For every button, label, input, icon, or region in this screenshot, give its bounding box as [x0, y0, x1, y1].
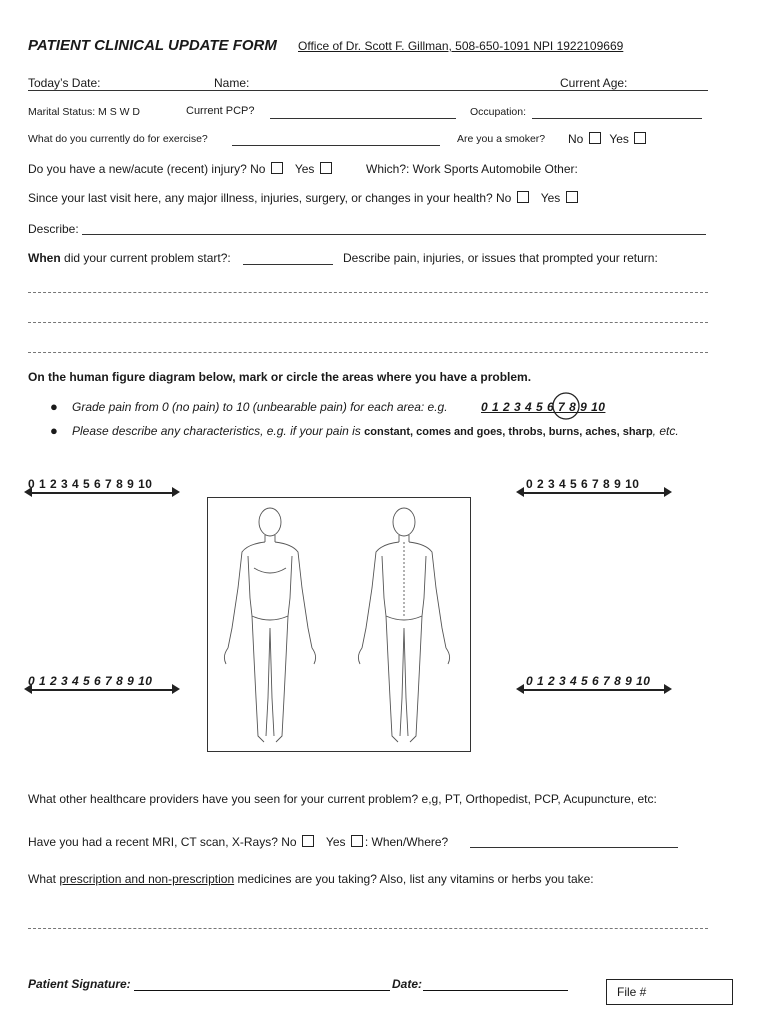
- injury-question: Do you have a new/acute (recent) injury? No Yes: [28, 162, 334, 176]
- characteristics-instruction: Please describe any characteristics, e.g. if your pain is constant, comes and goes, throbs, burns, aches, sharp, etc.: [72, 424, 679, 438]
- scale-arrow-bottom-left: [32, 689, 172, 691]
- mri-yes-checkbox[interactable]: [351, 835, 363, 847]
- answer-line-1[interactable]: [28, 292, 708, 293]
- pain-scale-top-left[interactable]: 0 1 2 3 4 5 6 7 8 9 10: [28, 477, 153, 491]
- describe-label: Describe:: [28, 222, 79, 236]
- injury-which: Which?: Work Sports Automobile Other:: [366, 162, 578, 176]
- current-age-label: Current Age:: [560, 76, 628, 90]
- exercise-label: What do you currently do for exercise?: [28, 133, 208, 145]
- other-providers-question: What other healthcare providers have you seen for your current problem? e,g, PT, Orthopedist, PCP, Acupuncture, etc:: [28, 792, 657, 806]
- marital-status-label: Marital Status: M S W D: [28, 106, 141, 118]
- signature-field[interactable]: [134, 990, 390, 991]
- smoker-label: Are you a smoker?: [457, 133, 546, 145]
- mri-when-field[interactable]: [470, 847, 678, 848]
- answer-line-3[interactable]: [28, 352, 708, 353]
- name-label: Name:: [214, 76, 250, 90]
- bullet-dot-1: ●: [50, 399, 58, 414]
- example-circle-icon: [551, 391, 581, 421]
- row1-underline[interactable]: [28, 90, 708, 91]
- injury-yes-checkbox[interactable]: [320, 162, 332, 174]
- pcp-field[interactable]: [270, 118, 456, 119]
- mri-no-checkbox[interactable]: [302, 835, 314, 847]
- bullet-dot-2: ●: [50, 423, 58, 438]
- scale-arrow-bottom-right: [524, 689, 664, 691]
- figure-instructions: On the human figure diagram below, mark or circle the areas where you have a problem.: [28, 370, 532, 384]
- file-number-box[interactable]: [606, 979, 733, 1005]
- since-no-checkbox[interactable]: [517, 191, 529, 203]
- injury-no-checkbox[interactable]: [271, 162, 283, 174]
- smoker-no: No Yes: [568, 132, 648, 146]
- footer-date-field[interactable]: [423, 990, 568, 991]
- pain-scale-top-right[interactable]: 0 2 3 4 5 6 7 8 9 10: [526, 477, 640, 491]
- current-pcp-label: Current PCP?: [186, 105, 255, 117]
- office-info: Office of Dr. Scott F. Gillman, 508-650-1091 NPI 1922109669: [298, 39, 624, 53]
- occupation-field[interactable]: [532, 118, 702, 119]
- medicines-field[interactable]: [28, 928, 708, 929]
- since-last-visit: Since your last visit here, any major illness, injuries, surgery, or changes in your health? No Yes: [28, 191, 580, 205]
- smoker-no-checkbox[interactable]: [589, 132, 601, 144]
- when-field[interactable]: [243, 264, 333, 265]
- signature-label: Patient Signature:: [28, 977, 131, 991]
- grade-instruction: Grade pain from 0 (no pain) to 10 (unbearable pain) for each area: e.g.: [72, 400, 448, 414]
- exercise-field[interactable]: [232, 145, 440, 146]
- when-started: When did your current problem start?:: [28, 251, 231, 265]
- file-number-label: File #: [617, 985, 647, 999]
- scale-arrow-top-left: [32, 492, 172, 494]
- smoker-yes-checkbox[interactable]: [634, 132, 646, 144]
- footer-date-label: Date:: [392, 977, 423, 991]
- medicines-question: What prescription and non-prescription medicines are you taking? Also, list any vitamins or herbs you take:: [28, 872, 594, 886]
- describe-field[interactable]: [82, 234, 706, 235]
- mri-question: Have you had a recent MRI, CT scan, X-Rays? No Yes : When/Where?: [28, 835, 449, 849]
- since-yes-checkbox[interactable]: [566, 191, 578, 203]
- body-diagram[interactable]: [207, 497, 471, 752]
- describe-pain-label: Describe pain, injuries, or issues that prompted your return:: [343, 251, 658, 265]
- human-figure-icon: [208, 498, 470, 751]
- answer-line-2[interactable]: [28, 322, 708, 323]
- todays-date-label: Today’s Date:: [28, 76, 101, 90]
- pain-scale-bottom-left[interactable]: 0 1 2 3 4 5 6 7 8 9 10: [28, 674, 153, 688]
- pain-scale-bottom-right[interactable]: 0 1 2 3 4 5 6 7 8 9 10: [526, 674, 651, 688]
- grade-example-scale: 0 1 2 3 4 5 6 7 8 9 10: [481, 400, 606, 414]
- scale-arrow-top-right: [524, 492, 664, 494]
- occupation-label: Occupation:: [470, 106, 527, 118]
- form-title: PATIENT CLINICAL UPDATE FORM: [28, 37, 277, 54]
